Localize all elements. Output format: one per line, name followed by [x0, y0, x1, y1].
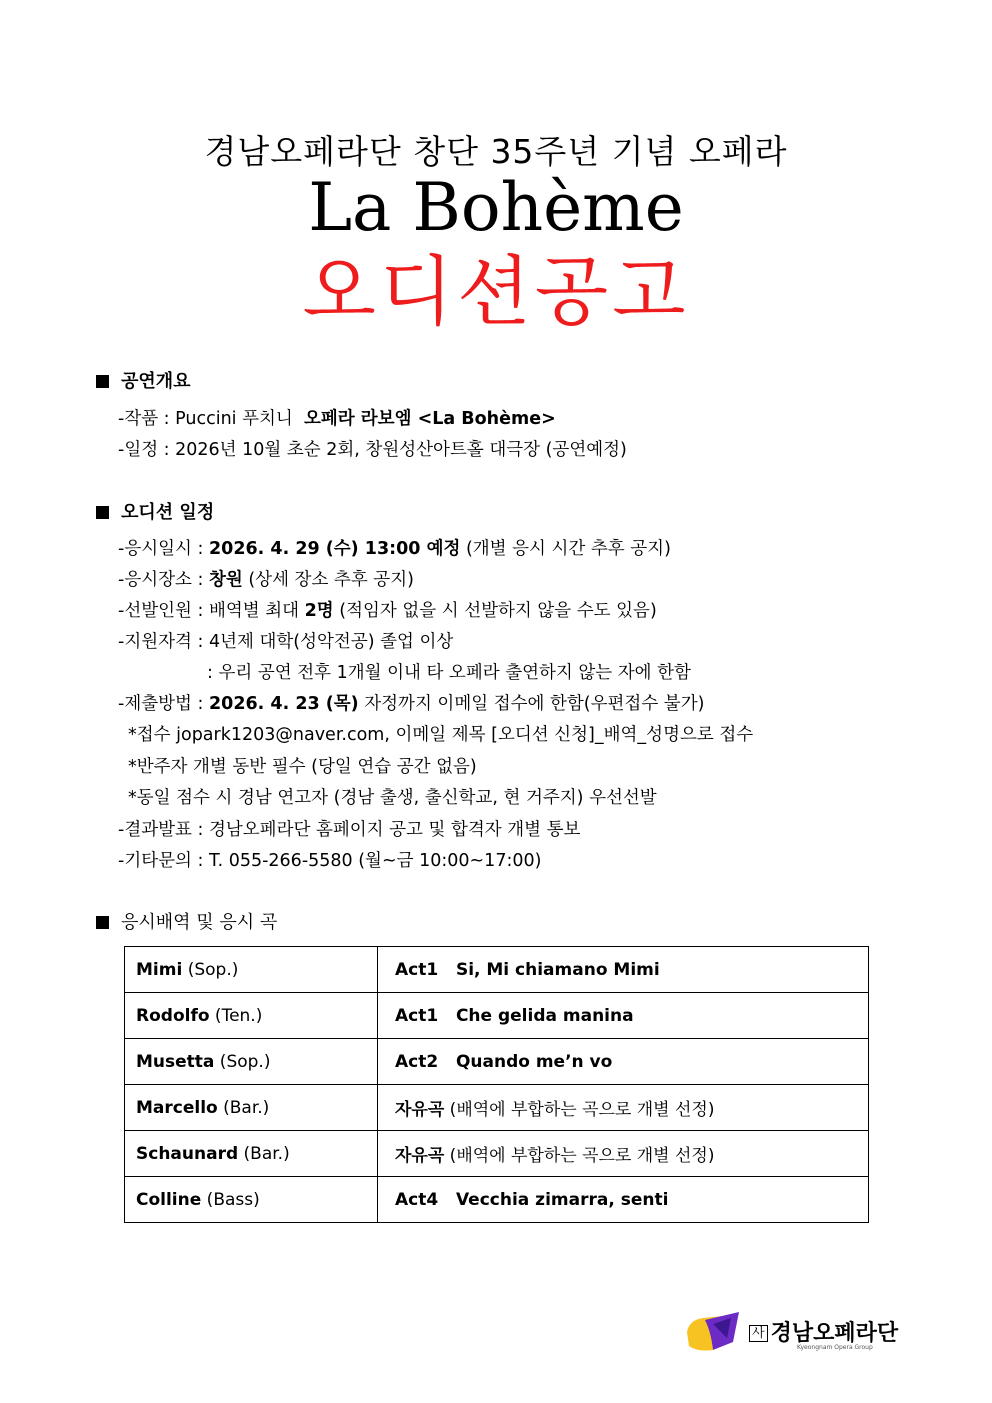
audition-heading: 오디션 일정 [96, 501, 214, 525]
song-title: Act1 Si, Mi chiamano Mimi [395, 959, 660, 980]
role-voice: (Bar.) [238, 1143, 290, 1164]
role-row [125, 1039, 869, 1085]
audition-selection: -선발인원 : 배역별 최대 2명 (적임자 없을 시 선발하지 않을 수도 있음) [118, 601, 657, 621]
song-title: 자유곡 [395, 1146, 445, 1166]
song-note: (배역에 부합하는 곡으로 개별 선정) [444, 1146, 715, 1166]
audition-notice-title: 오디션공고 [302, 247, 690, 336]
role-row [125, 947, 869, 993]
audition-place: -응시장소 : 창원 (상세 장소 추후 공지) [118, 570, 414, 590]
role-voice: (Bass) [201, 1189, 260, 1210]
song-cell [378, 1085, 869, 1131]
audition-date: -응시일시 : 2026. 4. 29 (수) 13:00 예정 (개별 응시 시간 추후 공지) [118, 539, 671, 559]
overview-heading: 공연개요 [96, 370, 191, 394]
role-voice: (Sop.) [214, 1051, 271, 1072]
role-row [125, 993, 869, 1039]
role-cell [125, 1085, 378, 1131]
audition-result: -결과발표 : 경남오페라단 홈페이지 공고 및 합격자 개별 통보 [118, 820, 581, 840]
role-name: Marcello [136, 1097, 218, 1118]
role-name: Colline [136, 1189, 202, 1210]
opera-title: La Bohème [308, 169, 684, 246]
role-name: Schaunard [136, 1143, 239, 1164]
audition-note-accompanist: *반주자 개별 동반 필수 (당일 연습 공간 없음) [128, 757, 477, 777]
organization-logo [683, 1310, 903, 1358]
square-bullet-icon [96, 916, 109, 929]
logo-english-name: Kyeongnam Opera Group [797, 1344, 873, 1351]
role-voice: (Sop.) [182, 959, 239, 980]
roles-table [124, 946, 869, 1223]
role-row [125, 1177, 869, 1223]
song-note: (배역에 부합하는 곡으로 개별 선정) [444, 1100, 715, 1120]
overview-schedule: -일정 : 2026년 10월 초순 2회, 창원성산아트홀 대극장 (공연예정) [118, 440, 627, 460]
song-title: 자유곡 [395, 1100, 445, 1120]
song-cell [378, 1177, 869, 1223]
role-cell [125, 1131, 378, 1177]
song-cell [378, 993, 869, 1039]
role-voice: (Bar.) [217, 1097, 270, 1118]
role-row [125, 1085, 869, 1131]
song-cell [378, 947, 869, 993]
song-title: Act4 Vecchia zimarra, senti [395, 1189, 669, 1210]
opera-group-logo-icon [683, 1310, 745, 1356]
header-subtitle: 경남오페라단 창단 35주년 기념 오페라 [204, 132, 788, 171]
role-name: Mimi [136, 959, 183, 980]
role-cell [125, 1177, 378, 1223]
role-row [125, 1131, 869, 1177]
audition-contact: -기타문의 : T. 055-266-5580 (월~금 10:00~17:00) [118, 851, 542, 871]
song-cell [378, 1039, 869, 1085]
role-cell [125, 947, 378, 993]
audition-qualification-2: : 우리 공연 전후 1개월 이내 타 오페라 출연하지 않는 자에 한함 [207, 663, 691, 683]
song-title: Act1 Che gelida manina [395, 1005, 634, 1026]
audition-note-tiebreak: *동일 점수 시 경남 연고자 (경남 출생, 출신학교, 현 거주지) 우선선발 [128, 788, 657, 808]
audition-note-email: *접수 jopark1203@naver.com, 이메일 제목 [오디션 신청]_배역_성명으로 접수 [128, 725, 754, 745]
role-name: Rodolfo [136, 1005, 210, 1026]
role-cell [125, 993, 378, 1039]
audition-qualification-1: -지원자격 : 4년제 대학(성악전공) 졸업 이상 [118, 632, 454, 652]
song-cell [378, 1131, 869, 1177]
role-cell [125, 1039, 378, 1085]
roles-heading: 응시배역 및 응시 곡 [96, 911, 277, 935]
role-voice: (Ten.) [209, 1005, 263, 1026]
role-name: Musetta [136, 1051, 215, 1072]
song-title: Act2 Quando me’n vo [395, 1051, 613, 1072]
logo-name: 사 경남오페라단 [749, 1316, 898, 1347]
square-bullet-icon [96, 506, 109, 519]
overview-work: -작품 : Puccini 푸치니 오페라 라보엠 <La Bohème> [118, 409, 556, 429]
audition-submission: -제출방법 : 2026. 4. 23 (목) 자정까지 이메일 접수에 한함(우편접수 불가) [118, 694, 705, 714]
square-bullet-icon [96, 375, 109, 388]
